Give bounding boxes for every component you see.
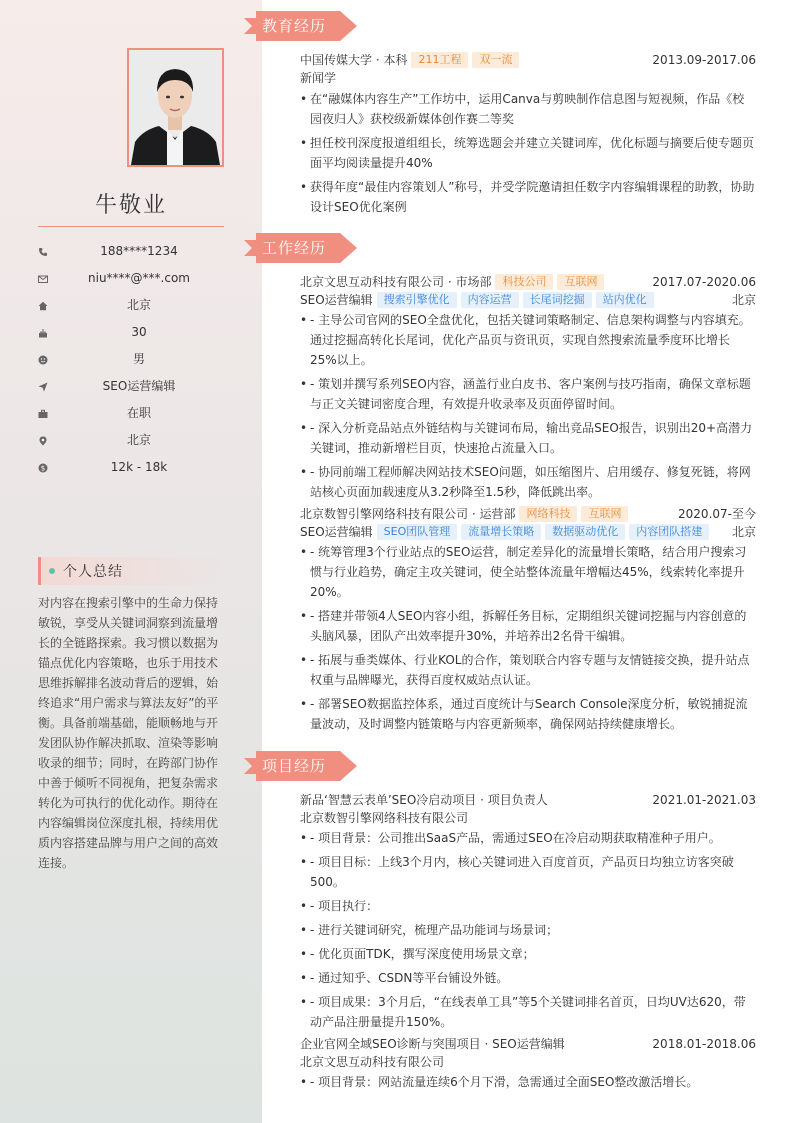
- tag: SEO团队管理: [377, 524, 458, 540]
- company-name: 北京数智引擎网络科技有限公司 · 运营部: [300, 507, 516, 521]
- tag: 内容团队搭建: [629, 524, 709, 540]
- company-name: 北京文思互动科技有限公司 · 市场部: [300, 275, 492, 289]
- list-item: • - 项目目标：上线3个月内，核心关键词进入百度首页，产品页日均独立访客突破500。: [300, 852, 756, 892]
- list-item: • - 进行关键词研究，梳理产品功能词与场景词；: [300, 920, 756, 940]
- list-item: • - 通过知乎、CSDN等平台铺设外链。: [300, 968, 756, 988]
- tag: 互联网: [557, 274, 604, 290]
- company-header: [300, 505, 756, 523]
- send-icon: [38, 373, 50, 400]
- role-title: SEO运营编辑: [300, 293, 373, 307]
- tag: 互联网: [581, 506, 628, 522]
- company-header: [300, 273, 756, 291]
- tag: 长尾词挖掘: [523, 292, 592, 308]
- info-city: 北京: [38, 292, 224, 319]
- date-range: 2021.01-2021.03: [652, 793, 756, 807]
- date-range: 2020.07-至今: [678, 507, 756, 521]
- info-phone: 188****1234: [38, 238, 224, 265]
- briefcase-icon: [38, 400, 50, 427]
- info-location: 北京: [38, 427, 224, 454]
- tag: 网络科技: [519, 506, 577, 522]
- project-company: 北京数智引擎网络科技有限公司: [300, 811, 469, 825]
- info-gender: 男: [38, 346, 224, 373]
- school-line: 中国传媒大学 · 本科: [300, 53, 408, 67]
- info-age: 30: [38, 319, 224, 346]
- city: 北京: [731, 525, 756, 539]
- phone-icon: [38, 238, 50, 265]
- city: 北京: [731, 293, 756, 307]
- tag: 科技公司: [495, 274, 553, 290]
- list-item: • - 搭建并带领4人SEO内容小组，拆解任务目标，定期组织关键词挖掘与内容创意的头脑风暴，团队产出效率提升30%，并培养出2名骨干编辑。: [300, 606, 756, 646]
- list-item: • - 拓展与垂类媒体、行业KOL的合作，策划联合内容专题与友情链接交换，提升站点权重与品牌曝光，获得百度权威站点认证。: [300, 650, 756, 690]
- list-item: • - 主导公司官网的SEO全盘优化，包括关键词策略制定、信息架构调整与内容填充。通过挖掘高转化长尾词，优化产品页与资讯页，实现自然搜索流量季度环比增长25%以上。: [300, 310, 756, 370]
- face-icon: [38, 346, 50, 373]
- salary-icon: [38, 454, 50, 481]
- candidate-name: 牛敬业: [94, 193, 167, 218]
- major: 新闻学: [300, 71, 337, 85]
- role-row: [300, 523, 756, 541]
- svg-text:$: $: [40, 464, 46, 472]
- location-icon: [38, 427, 50, 454]
- tag: 搜索引擎优化: [377, 292, 457, 308]
- tag: 流量增长策略: [461, 524, 541, 540]
- info-status: 在职: [38, 400, 224, 427]
- section-heading-projects: 项目经历: [244, 751, 358, 781]
- education-header: [300, 51, 756, 69]
- date-range: 2013.09-2017.06: [652, 53, 756, 67]
- role-title: SEO运营编辑: [300, 525, 373, 539]
- bullet-dot-icon: [49, 568, 55, 574]
- project-header: [300, 791, 756, 809]
- project-name: 企业官网全域SEO诊断与突围项目 · SEO运营编辑: [300, 1037, 565, 1051]
- list-item: • - 项目成果：3个月后，“在线表单工具”等5个关键词排名首页，日均UV达620，带动产品注册量提升150%。: [300, 992, 756, 1032]
- list-item: • - 深入分析竞品站点外链结构与关键词布局，输出竞品SEO报告，识别出20+高潜力关键词，推动新增栏目页，快速抢占流量入口。: [300, 418, 756, 458]
- mail-icon: [38, 265, 50, 292]
- list-item: • - 统筹管理3个行业站点的SEO运营，制定差异化的流量增长策略，结合用户搜索习惯与行业趋势，确定主攻关键词，使全站整体流量年增幅达45%，线索转化率提升20%。: [300, 542, 756, 602]
- home-icon: [38, 292, 50, 319]
- summary-text: 对内容在搜索引擎中的生命力保持敏锐，享受从关键词洞察到流量增长的全链路探索。我习惯以数据为锚点优化内容策略，也乐于用技术思维拆解排名波动背后的逻辑，始终追求“用户需求与算法友好”的平衡。具备前端基础，能顺畅地与开发团队协作解决抓取、渲染等影响收录的细节；同时，在跨部门协作中善于倾听不同视角，把复杂需求转化为可执行的优化动作。期待在内容编辑岗位深度扎根，持续用优质内容搭建品牌与用户之间的高效连接。: [38, 596, 219, 870]
- info-position: SEO运营编辑: [38, 373, 224, 400]
- list-item: • - 项目背景：公司推出SaaS产品，需通过SEO在冷启动期获取精准种子用户。: [300, 828, 756, 848]
- project-name: 新品‘智慧云表单’SEO冷启动项目 · 项目负责人: [300, 793, 548, 807]
- list-item: • 担任校刊深度报道组组长，统筹选题会并建立关键词库，优化标题与摘要后使专题页面平均阅读量提升40%: [300, 133, 756, 173]
- list-item: • 获得年度“最佳内容策划人”称号，并受学院邀请担任数字内容编辑课程的助教，协助设计SEO优化案例: [300, 177, 756, 217]
- info-salary: $ 12k - 18k: [38, 454, 224, 481]
- project-entry-2: [300, 1035, 756, 1092]
- contact-info-list: [38, 238, 224, 481]
- project-header: [300, 1035, 756, 1053]
- tag: 内容运营: [461, 292, 519, 308]
- list-item: • - 部署SEO数据监控体系，通过百度统计与Search Console深度分析，敏锐捕捉流量波动，及时调整内链策略与内容更新频率，确保网站持续健康增长。: [300, 694, 756, 734]
- sidebar: [0, 0, 262, 1123]
- tag: 数据驱动优化: [545, 524, 625, 540]
- section-heading-education: 教育经历: [244, 11, 358, 41]
- date-range: 2017.07-2020.06: [652, 275, 756, 289]
- list-item: • - 策划并撰写系列SEO内容，涵盖行业白皮书、客户案例与技巧指南，确保文章标题与正文关键词密度合理，有效提升收录率及页面停留时间。: [300, 374, 756, 414]
- divider: [38, 226, 224, 227]
- role-row: [300, 291, 756, 309]
- date-range: 2018.01-2018.06: [652, 1037, 756, 1051]
- list-item: • 在“融媒体内容生产”工作坊中，运用Canva与剪映制作信息图与短视频，作品《校园夜归人》获校级新媒体创作赛二等奖: [300, 89, 756, 129]
- work-entry-1: [300, 273, 756, 502]
- cake-icon: [38, 319, 50, 346]
- education-entry: [300, 51, 756, 217]
- project-entry-1: [300, 791, 756, 1032]
- profile-photo: [127, 48, 224, 167]
- list-item: • - 项目执行：: [300, 896, 756, 916]
- summary-heading: 个人总结: [38, 557, 224, 585]
- list-item: • - 项目背景：网站流量连续6个月下滑，急需通过全面SEO整改激活增长。: [300, 1072, 756, 1092]
- project-company: 北京文思互动科技有限公司: [300, 1055, 445, 1069]
- list-item: • - 协同前端工程师解决网站技术SEO问题，如压缩图片、启用缓存、修复死链，将网站核心页面加载速度从3.2秒降至1.5秒，降低跳出率。: [300, 462, 756, 502]
- tag: 双一流: [472, 52, 519, 68]
- tag: 211工程: [411, 52, 468, 68]
- section-heading-work: 工作经历: [244, 233, 358, 263]
- work-entry-2: [300, 505, 756, 734]
- info-email: niu****@***.com: [38, 265, 224, 292]
- list-item: • - 优化页面TDK，撰写深度使用场景文章；: [300, 944, 756, 964]
- tag: 站内优化: [596, 292, 654, 308]
